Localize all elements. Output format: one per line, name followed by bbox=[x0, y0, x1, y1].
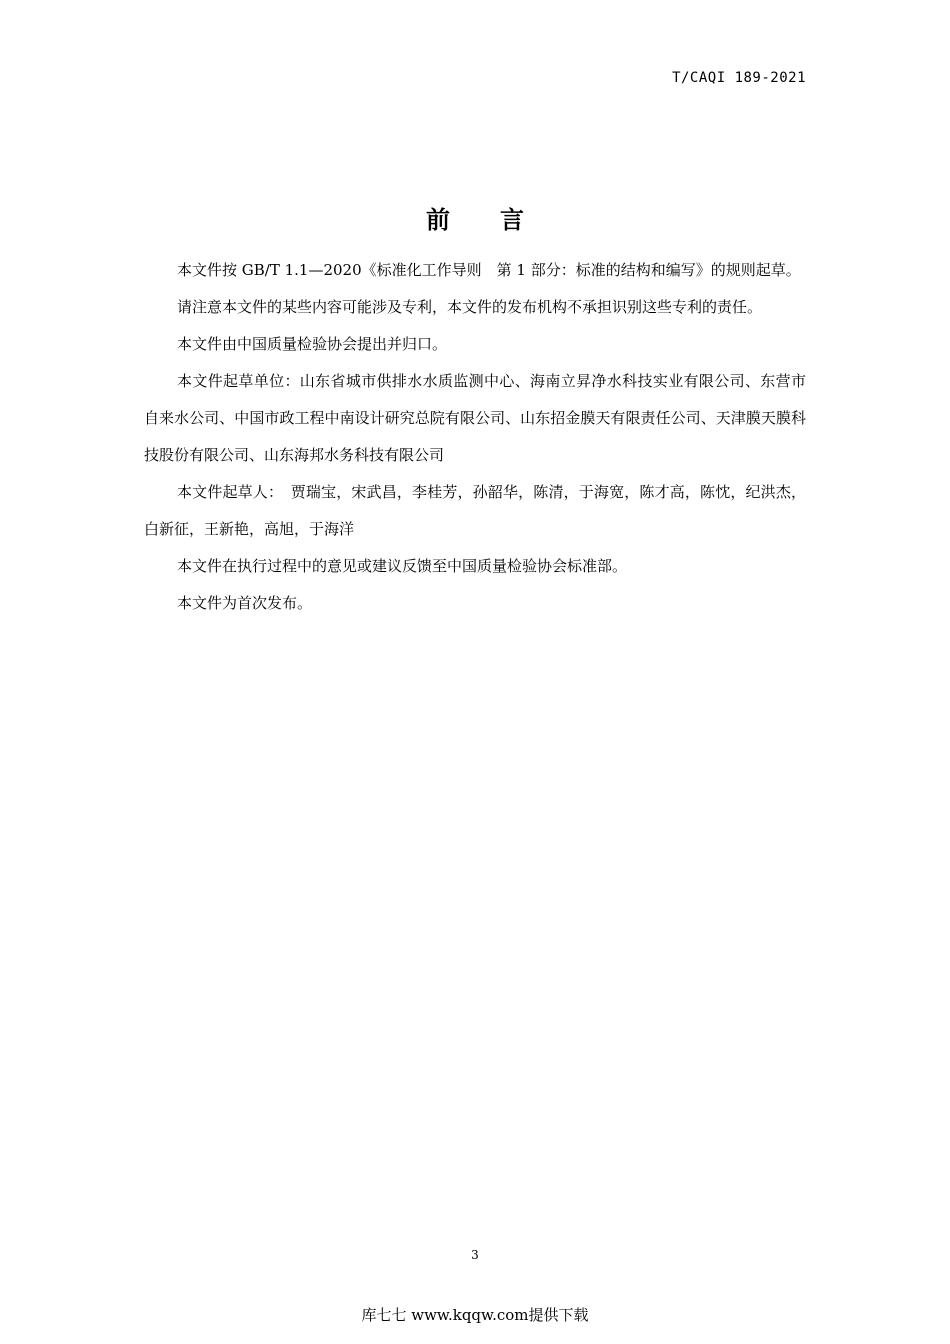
paragraph-drafters: 本文件起草人： 贾瑞宝，宋武昌，李桂芳，孙韶华，陈清，于海宽，陈才高，陈忱，纪洪杰，白新征，王新艳，高旭，于海洋 bbox=[144, 483, 806, 538]
document-code: T/CAQI 189-2021 bbox=[672, 70, 806, 86]
page-number: 3 bbox=[471, 1248, 479, 1262]
paragraph-proposer: 本文件由中国质量检验协会提出并归口。 bbox=[177, 335, 448, 353]
paragraph-drafting-rules: 本文件按 GB/T 1.1—2020《标准化工作导则 第 1 部分：标准的结构和编写》的规则起草。 bbox=[177, 261, 801, 279]
paragraph-feedback: 本文件在执行过程中的意见或建议反馈至中国质量检验协会标准部。 bbox=[177, 557, 628, 575]
paragraph-patent-notice: 请注意本文件的某些内容可能涉及专利，本文件的发布机构不承担识别这些专利的责任。 bbox=[177, 298, 763, 316]
paragraph-drafting-units: 本文件起草单位：山东省城市供排水水质监测中心、海南立昇净水科技实业有限公司、东营市自来水公司、中国市政工程中南设计研究总院有限公司、山东招金膜天有限责任公司、天津膜天膜科技股份有限公司、山东海邦水务科技有限公司 bbox=[144, 372, 806, 464]
document-body bbox=[144, 252, 806, 622]
download-footer: 库七七 www.kqqw.com提供下载 bbox=[361, 1306, 589, 1324]
page-title: 前言 bbox=[426, 206, 574, 235]
paragraph-first-release: 本文件为首次发布。 bbox=[177, 594, 313, 612]
